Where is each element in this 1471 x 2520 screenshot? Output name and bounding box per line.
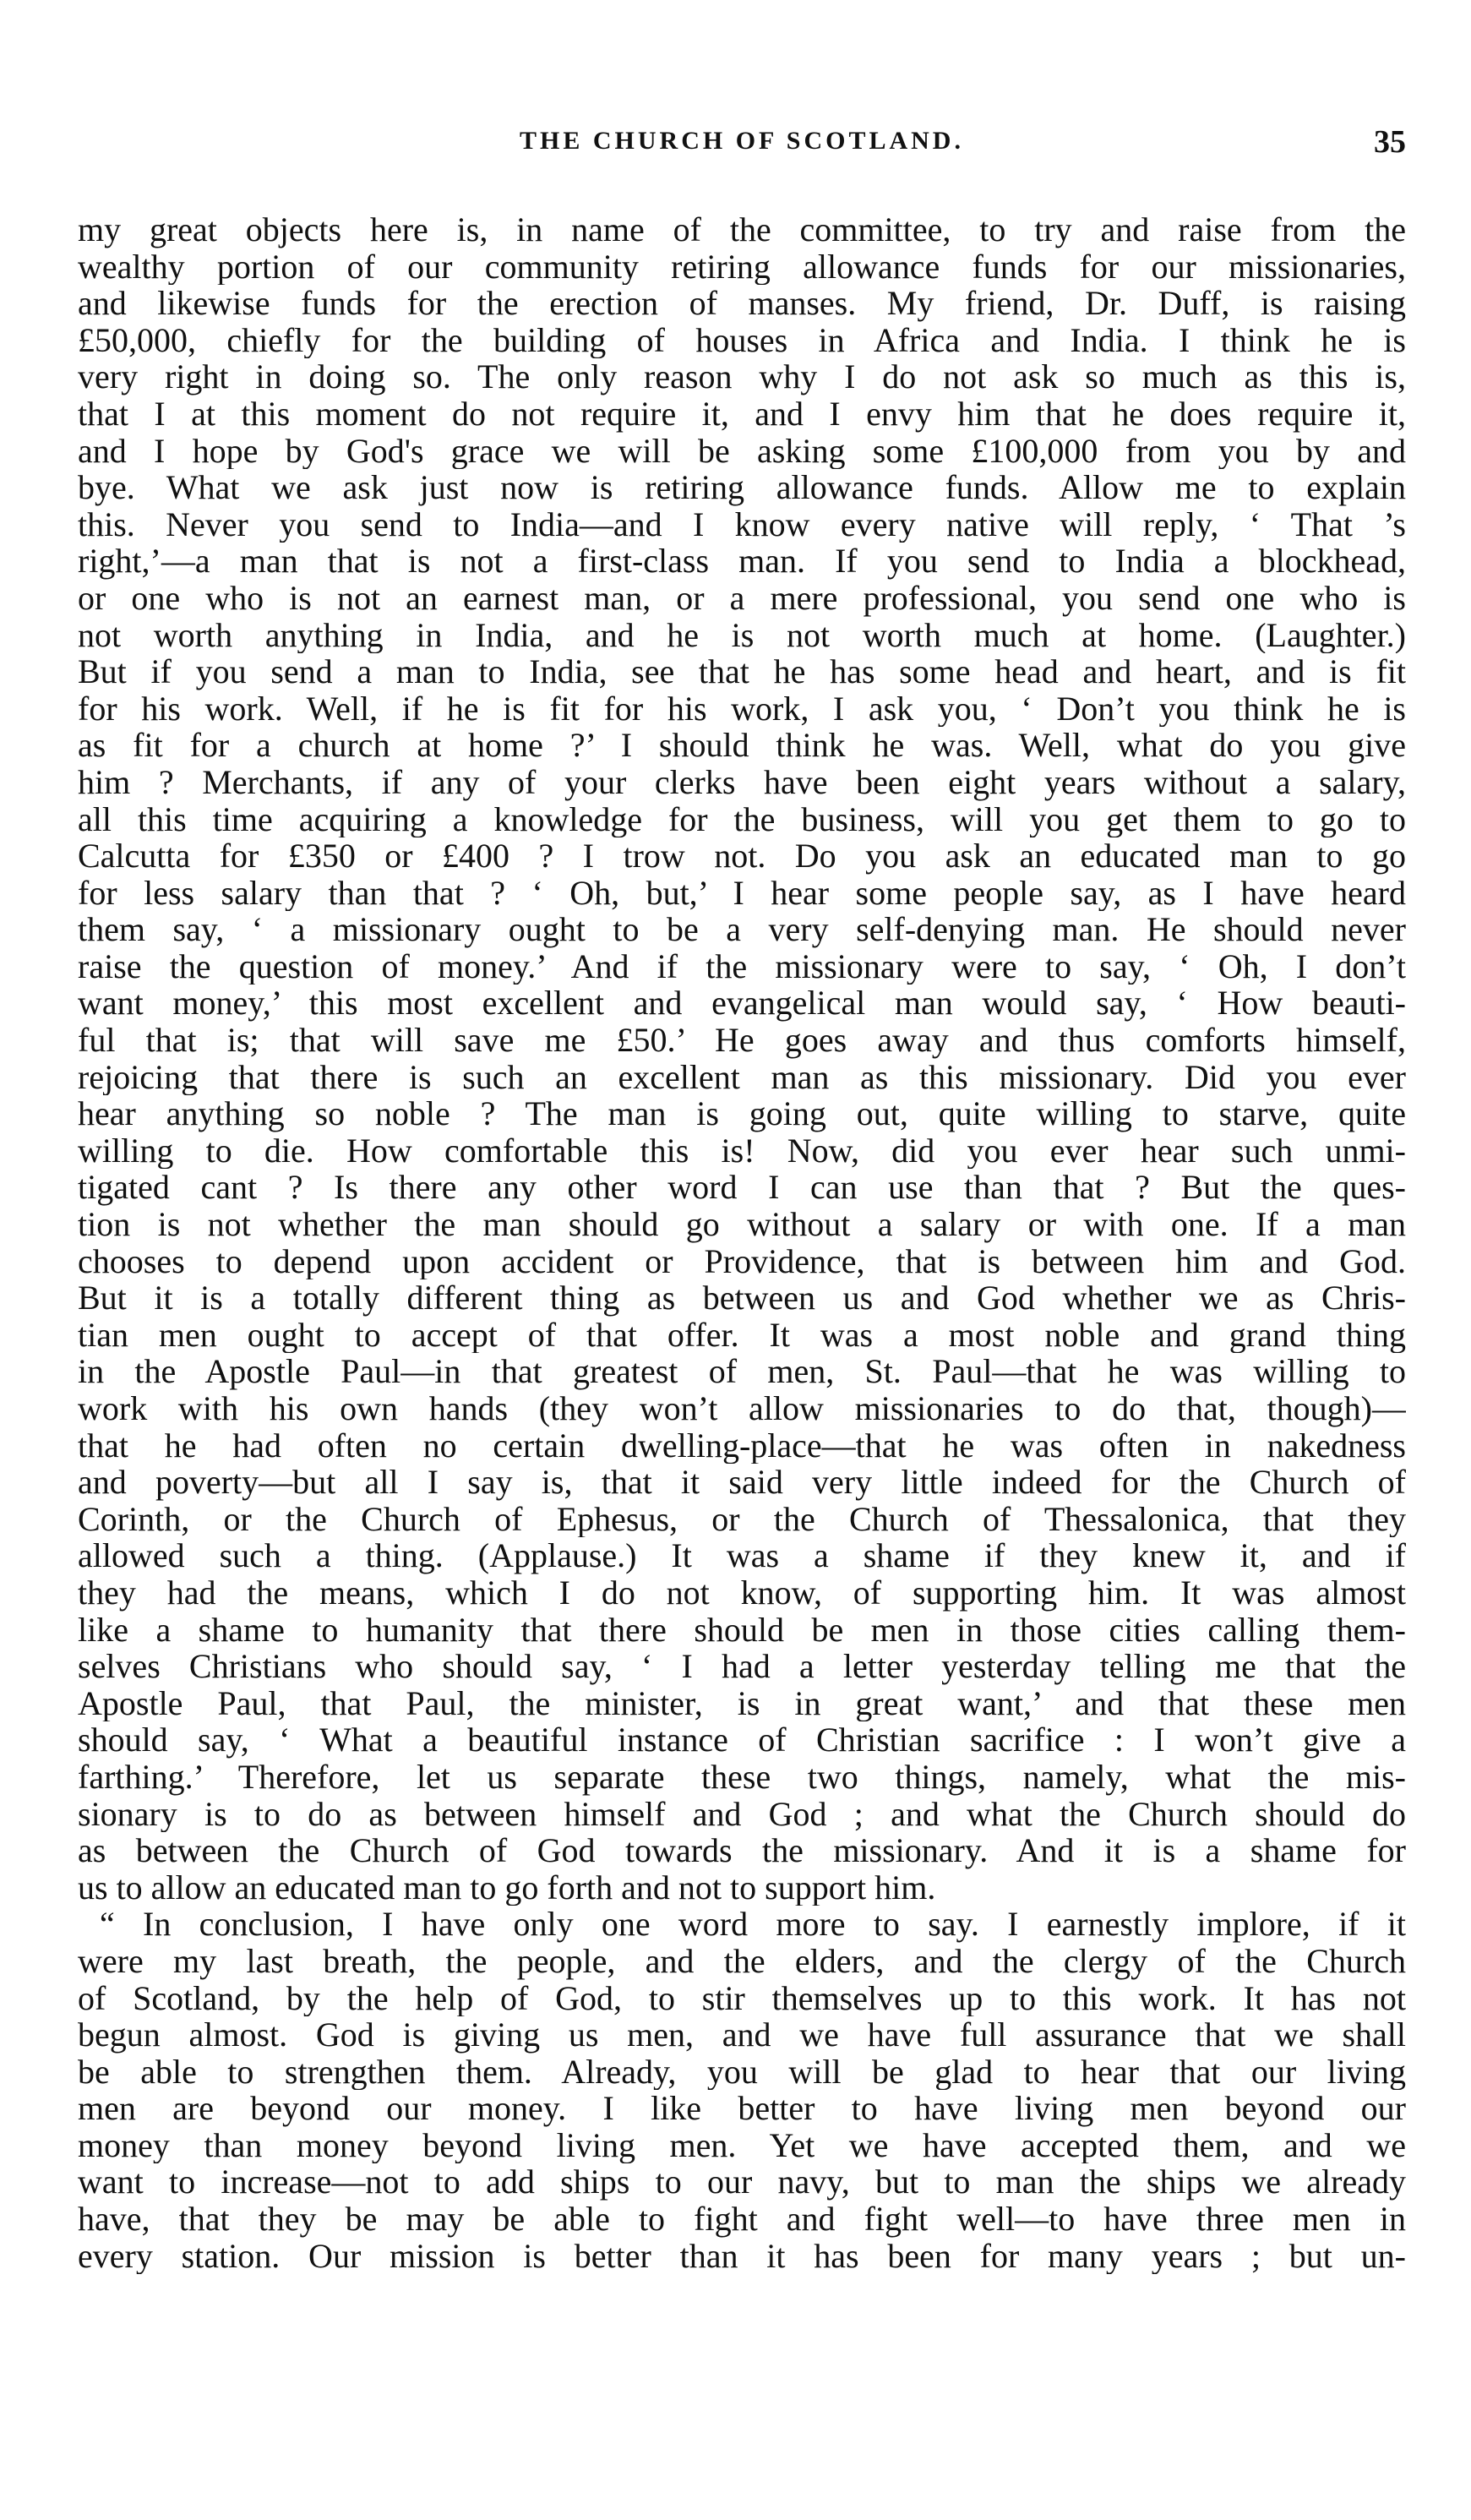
text-line: should say, ‘ What a beautiful instance of Christian sacrifice : I won’t give a: [78, 1721, 1406, 1759]
text-line: this. Never you send to India—and I know every native will reply, ‘ That ’s: [78, 505, 1406, 543]
text-line: Corinth, or the Church of Ephesus, or the Church of Thessalonica, that they: [78, 1500, 1406, 1538]
text-line: that he had often no certain dwelling-place—that he was often in nakedness: [78, 1426, 1406, 1465]
text-line: that I at this moment do not require it, and I envy him that he does require it,: [78, 395, 1406, 433]
text-line: were my last breath, the people, and the elders, and the clergy of the Church: [78, 1942, 1406, 1980]
text-line: be able to strengthen them. Already, you will be glad to hear that our living: [78, 2053, 1406, 2091]
text-line: us to allow an educated man to go forth and not to support him.: [78, 1868, 936, 1906]
text-line: not worth anything in India, and he is not worth much at home. (Laughter.): [78, 616, 1406, 654]
text-line: bye. What we ask just now is retiring allowance funds. Allow me to explain: [78, 469, 1406, 506]
text-line: want to increase—not to add ships to our navy, but to man the ships we already: [78, 2163, 1406, 2201]
text-line: every station. Our mission is better than it has been for many years ; but un-: [78, 2237, 1406, 2275]
text-line: and poverty—but all I say is, that it said very little indeed for the Church of: [78, 1464, 1406, 1501]
text-line: as fit for a church at home ?’ I should think he was. Well, what do you give: [78, 727, 1406, 764]
text-line: of Scotland, by the help of God, to stir themselves up to this work. It has not: [78, 1979, 1406, 2017]
text-line: chooses to depend upon accident or Providence, that is between him and God.: [78, 1242, 1406, 1280]
text-line: work with his own hands (they won’t allow missionaries to do that, though)—: [78, 1390, 1406, 1427]
text-line: selves Christians who should say, ‘ I had a letter yesterday telling me that the: [78, 1648, 1406, 1685]
text-line: have, that they be may be able to fight and fight well—to have three men in: [78, 2201, 1406, 2238]
text-line: all this time acquiring a knowledge for the business, will you get them to go to: [78, 800, 1406, 838]
text-line: as between the Church of God towards the missionary. And it is a shame for: [78, 1832, 1406, 1869]
body-text: [78, 211, 1406, 2274]
text-line: want money,’ this most excellent and evangelical man would say, ‘ How beauti-: [78, 985, 1406, 1023]
running-title: THE CHURCH OF SCOTLAND.: [520, 127, 964, 155]
text-line: and likewise funds for the erection of manses. My friend, Dr. Duff, is raising: [78, 285, 1406, 322]
text-line: right,’—a man that is not a first-class man. If you send to India a blockhead,: [78, 543, 1406, 580]
text-line: they had the means, which I do not know, of supporting him. It was almost: [78, 1574, 1406, 1612]
text-line: tigated cant ? Is there any other word I can use than that ? But the ques-: [78, 1169, 1406, 1207]
text-line: £50,000, chiefly for the building of houses in Africa and India. I think he is: [78, 321, 1406, 359]
text-line: in the Apostle Paul—in that greatest of men, St. Paul—that he was willing to: [78, 1353, 1406, 1390]
text-line: him ? Merchants, if any of your clerks have been eight years without a salary,: [78, 763, 1406, 801]
text-line: Apostle Paul, that Paul, the minister, is in great want,’ and that these men: [78, 1684, 1406, 1722]
text-line: for his work. Well, if he is fit for his work, I ask you, ‘ Don’t you think he is: [78, 690, 1406, 728]
text-line: allowed such a thing. (Applause.) It was a shame if they knew it, and if: [78, 1537, 1406, 1574]
text-line: raise the question of money.’ And if the missionary were to say, ‘ Oh, I don’t: [78, 947, 1406, 985]
text-line: rejoicing that there is such an excellent man as this missionary. Did you ever: [78, 1058, 1406, 1096]
text-line: ful that is; that will save me £50.’ He goes away and thus comforts himself,: [78, 1022, 1406, 1059]
text-line: or one who is not an earnest man, or a mere professional, you send one who is: [78, 579, 1406, 617]
text-line: Calcutta for £350 or £400 ? I trow not. Do you ask an educated man to go: [78, 837, 1406, 875]
text-line: But it is a totally different thing as between us and God whether we as Chris-: [78, 1279, 1406, 1317]
text-line: “ In conclusion, I have only one word more to say. I earnestly implore, if it: [100, 1906, 1406, 1943]
text-line: my great objects here is, in name of the committee, to try and raise from the: [78, 211, 1406, 248]
running-head: [78, 124, 1406, 169]
text-line: like a shame to humanity that there should be men in those cities calling them-: [78, 1611, 1406, 1649]
text-line: and I hope by God's grace we will be asking some £100,000 from you by and: [78, 432, 1406, 470]
text-line: men are beyond our money. I like better to have living men beyond our: [78, 2090, 1406, 2127]
text-line: tian men ought to accept of that offer. It was a most noble and grand thing: [78, 1316, 1406, 1354]
text-line: them say, ‘ a missionary ought to be a very self-denying man. He should never: [78, 911, 1406, 948]
text-line: wealthy portion of our community retiring allowance funds for our missionaries,: [78, 248, 1406, 286]
text-line: hear anything so noble ? The man is going out, quite willing to starve, quite: [78, 1095, 1406, 1132]
text-line: very right in doing so. The only reason why I do not ask so much as this is,: [78, 358, 1406, 395]
text-line: begun almost. God is giving us men, and we have full assurance that we shall: [78, 2016, 1406, 2054]
text-line: for less salary than that ? ‘ Oh, but,’ I hear some people say, as I have heard: [78, 874, 1406, 912]
text-line: farthing.’ Therefore, let us separate these two things, namely, what the mis-: [78, 1758, 1406, 1796]
text-line: money than money beyond living men. Yet we have accepted them, and we: [78, 2126, 1406, 2164]
text-line: But if you send a man to India, see that he has some head and heart, and is fit: [78, 653, 1406, 690]
text-line: willing to die. How comfortable this is! Now, did you ever hear such unmi-: [78, 1132, 1406, 1170]
text-line: sionary is to do as between himself and God ; and what the Church should do: [78, 1795, 1406, 1833]
page-number: 35: [1374, 124, 1406, 160]
text-line: tion is not whether the man should go without a salary or with one. If a man: [78, 1206, 1406, 1243]
